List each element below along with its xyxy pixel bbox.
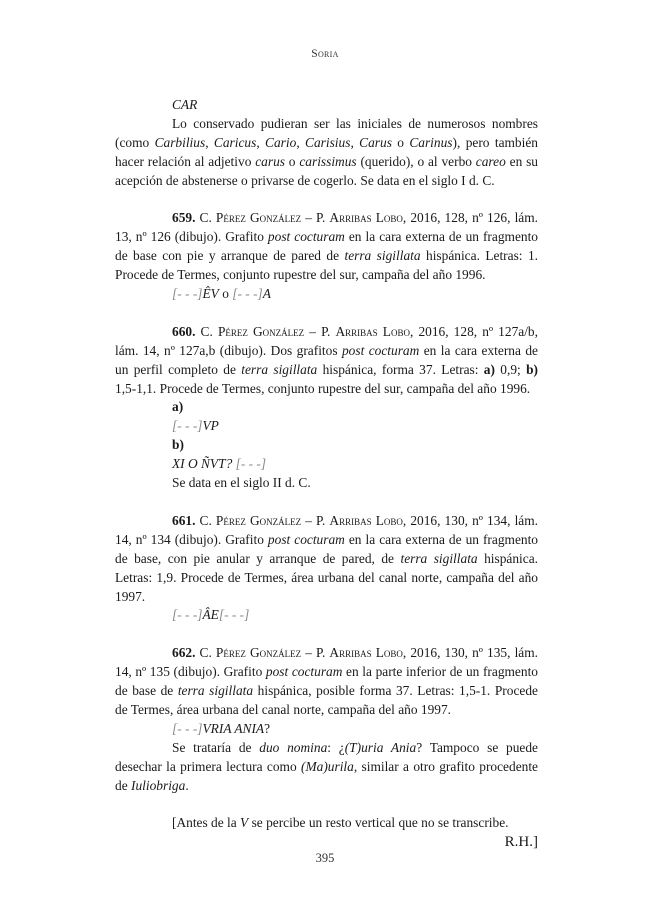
page-number: 395: [315, 851, 335, 865]
label-a: a): [172, 399, 184, 415]
editor-note: [Antes de la V se percibe un resto vertical que no se transcribe.: [172, 815, 509, 831]
entry-number: 662.: [172, 645, 196, 661]
commentary-658: Lo conservado pudieran ser las iniciales de numerosos nombres (como Carbilius, Caricus, Cario, Carisius, Carus o Carinus), pero también hacer relación al adjetivo carus o carissimus (querido), o al verbo careo en su acepción de abstenerse o privarse de cogerlo. Se data en el siglo I d. C.: [115, 115, 538, 188]
inscription-reading-660b: XI O ÑVT? [- - -]: [172, 456, 267, 472]
signature: R.H.]: [504, 834, 538, 851]
inscription-reading-661: [- - -]ÂE[- - -]: [172, 607, 250, 623]
entry-number: 660.: [172, 323, 196, 339]
inscription-reading-660a: [- - -]VP: [172, 418, 219, 434]
inscription-reading-659: [- - -]ÊV o [- - -]A: [172, 286, 271, 302]
inscription-reading-658: CAR: [172, 97, 198, 112]
inscription-reading-662: [- - -]VRIA ANIA?: [172, 720, 271, 736]
entry-660: 660. C. Pérez González – P. Arribas Lobo, 2016, 128, nº 127a/b, lám. 14, nº 127a,b (dibujo). Dos grafitos post cocturam en la cara externa de un perfil completo de terra sigillata hispánica, forma 37. Letras: a) 0,9; b) 1,5-1,1. Procede de Termes, conjunto rupestre del sur, campaña del año 1996.: [115, 323, 539, 396]
dating-660: Se data en el siglo II d. C.: [172, 475, 311, 491]
running-head: Soria: [311, 48, 339, 60]
entry-662: 662. C. Pérez González – P. Arribas Lobo, 2016, 130, nº 135, lám. 14, nº 135 (dibujo). Grafito post cocturam en la parte inferior de un fragmento de base de terra sigillata hispánica, posible forma 37. Letras: 1,5-1. Procede de Termes, área urbana del canal norte, campaña del año 1997.: [115, 645, 538, 717]
entry-number: 659.: [172, 210, 196, 226]
commentary-662: Se trataría de duo nomina: ¿(T)uria Ania? Tampoco se puede desechar la primera lectura como (Ma)urila, similar a otro grafito procedente de Iuliobriga.: [115, 739, 538, 793]
label-b: b): [172, 437, 184, 453]
entry-661: 661. C. Pérez González – P. Arribas Lobo, 2016, 130, nº 134, lám. 14, nº 134 (dibujo). Grafito post cocturam en la cara externa de un fragmento de base, con pie anular y arranque de pared, de terra sigillata hispánica. Letras: 1,9. Procede de Termes, área urbana del canal norte, campaña del año 1997.: [115, 512, 539, 604]
entry-659: 659. C. Pérez González – P. Arribas Lobo, 2016, 128, nº 126, lám. 13, nº 126 (dibujo). Grafito post cocturam en la cara externa de un fragmento de base con pie y arranque de pared de terra sigillata hispánica. Letras: 1. Procede de Termes, conjunto rupestre del sur, campaña del año 1996.: [115, 210, 539, 283]
entry-number: 661.: [172, 512, 196, 528]
main-text: [115, 96, 538, 852]
